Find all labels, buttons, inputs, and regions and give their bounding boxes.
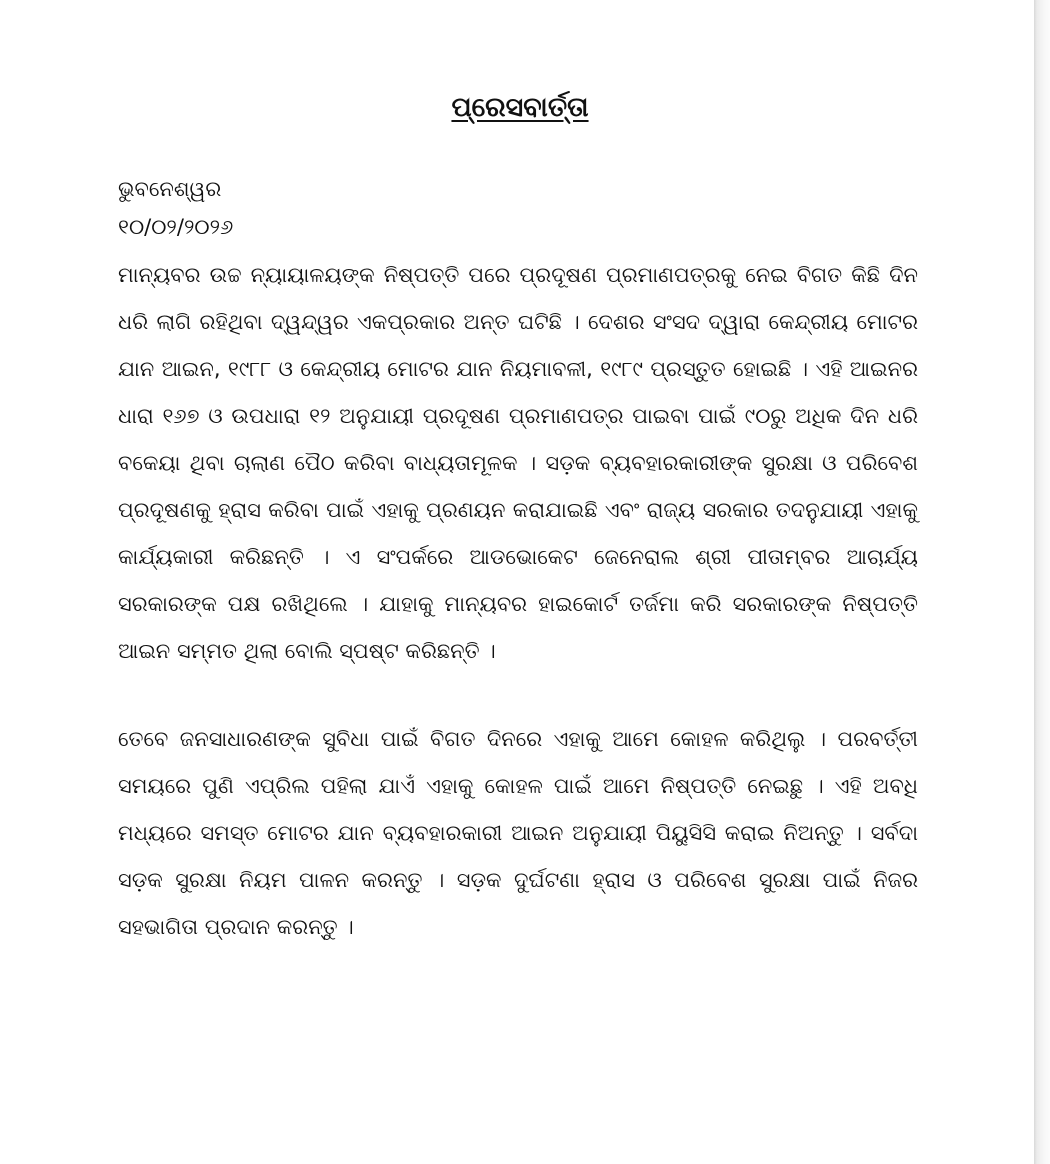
place-line: ଭୁବନେଶ୍ୱର (118, 177, 222, 201)
page-edge-shadow (1034, 0, 1050, 1164)
paragraph-1: ମାନ୍ୟବର ଉଚ୍ଚ ନ୍ୟାୟାଳୟଙ୍କ ନିଷ୍ପତ୍ତି ପରେ ପ୍ରଦୂଷଣ ପ୍ରମାଣପତ୍ରକୁ ନେଇ ବିଗତ କିଛି ଦିନ ଧରି ଲାଗି ରହିଥିବା ଦ୍ୱନ୍ଦ୍ୱର ଏକପ୍ରକାର ଅନ୍ତ ଘଟିଛି । ଦେଶର ସଂସଦ ଦ୍ୱାରା କେନ୍ଦ୍ରୀୟ ମୋଟର ଯାନ ଆଇନ, ୧୯୮୮ ଓ କେନ୍ଦ୍ରୀୟ ମୋଟର ଯାନ ନିୟମାବଳୀ, ୧୯୮୯ ପ୍ରସ୍ତୁତ ହୋଇଛି । ଏହି ଆଇନର ଧାରା ୧୬୭ ଓ ଉପଧାରା ୧୨ ଅନୁଯାୟୀ ପ୍ରଦୂଷଣ ପ୍ରମାଣପତ୍ର ପାଇବା ପାଇଁ ୯୦ରୁ ଅଧିକ ଦିନ ଧରି ବକେୟା ଥିବା ଚାଲାଣ ପୈଠ କରିବା ବାଧ୍ୟତାମୂଳକ । ସଡ଼କ ବ୍ୟବହାରକାରୀଙ୍କ ସୁରକ୍ଷା ଓ ପରିବେଶ ପ୍ରଦୂଷଣକୁ ହ୍ରାସ କରିବା ପାଇଁ ଏହାକୁ ପ୍ରଣୟନ କରାଯାଇଛି ଏବଂ ରାଜ୍ୟ ସରକାର ତଦନୁଯାୟୀ ଏହାକୁ କାର୍ଯ୍ୟକାରୀ କରିଛନ୍ତି । ଏ ସଂପର୍କରେ ଆଡଭୋକେଟ ଜେନେରାଲ ଶ୍ରୀ ପୀତାମ୍ବର ଆଚାର୍ଯ୍ୟ ସରକାରଙ୍କ ପକ୍ଷ ରଖିଥିଲେ । ଯାହାକୁ ମାନ୍ୟବର ହାଇକୋର୍ଟ ତର୍ଜମା କରି ସରକାରଙ୍କ ନିଷ୍ପତ୍ତି ଆଇନ ସମ୍ମତ ଥିଲା ବୋଲି ସ୍ପଷ୍ଟ କରିଛନ୍ତି । (118, 263, 918, 663)
page-title: ପ୍ରେସବାର୍ତ୍ତା (451, 92, 589, 123)
date-line: ୧୦/୦୨/୨୦୨୬ (118, 215, 234, 239)
paragraph-2: ତେବେ ଜନସାଧାରଣଙ୍କ ସୁବିଧା ପାଇଁ ବିଗତ ଦିନରେ ଏହାକୁ ଆମେ କୋହଳ କରିଥିଲୁ । ପରବର୍ତ୍ତୀ ସମୟରେ ପୁଣି ଏପ୍ରିଲ ପହିଲା ଯାଏଁ ଏହାକୁ କୋହଳ ପାଇଁ ଆମେ ନିଷ୍ପତ୍ତି ନେଇଛୁ । ଏହି ଅବଧି ମଧ୍ୟରେ ସମସ୍ତ ମୋଟର ଯାନ ବ୍ୟବହାରକାରୀ ଆଇନ ଅନୁଯାୟୀ ପିୟୁସିସି କରାଇ ନିଅନ୍ତୁ । ସର୍ବଦା ସଡ଼କ ସୁରକ୍ଷା ନିୟମ ପାଳନ କରନ୍ତୁ । ସଡ଼କ ଦୁର୍ଘଟଣା ହ୍ରାସ ଓ ପରିବେଶ ସୁରକ୍ଷା ପାଇଁ ନିଜର ସହଭାଗିତା ପ୍ରଦାନ କରନ୍ତୁ । (118, 727, 918, 939)
